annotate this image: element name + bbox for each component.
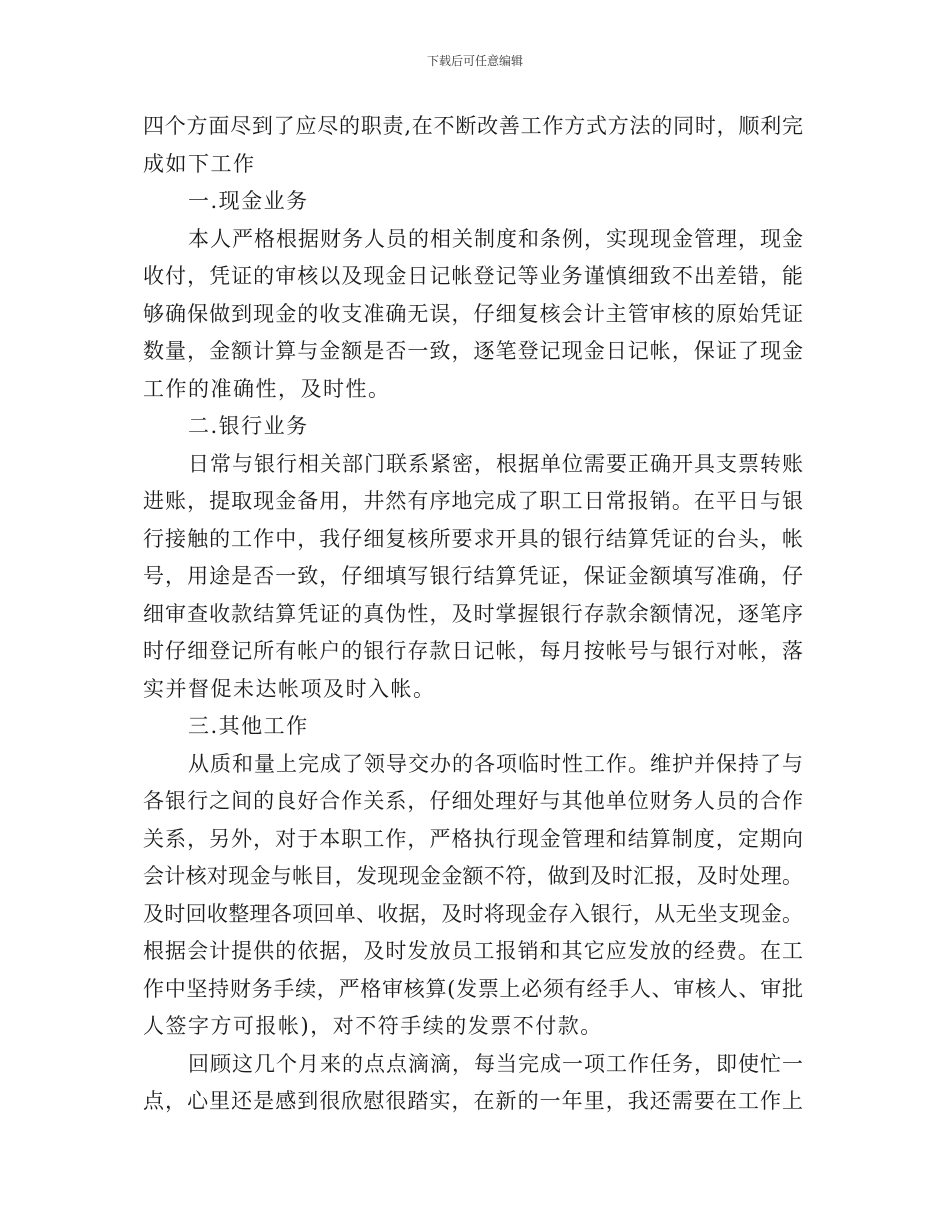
text-line: 数量，金额计算与金额是否一致，逐笔登记现金日记帐，保证了现金: [143, 339, 803, 363]
text-line: 会计核对现金与帐目，发现现金金额不符，做到及时汇报，及时处理。: [143, 864, 803, 888]
text-line: 实并督促未达帐项及时入帐。: [143, 676, 436, 701]
text-line: 关系，另外，对于本职工作，严格执行现金管理和结算制度，定期向: [143, 826, 803, 851]
text-line: 四个方面尽到了应尽的职责,在不断改善工作方式方法的同时，顺利完: [143, 114, 803, 138]
text-line: 时仔细登记所有帐户的银行存款日记帐，每月按帐号与银行对帐，落: [143, 639, 803, 663]
text-line: 行接触的工作中，我仔细复核所要求开具的银行结算凭证的台头，帐: [143, 526, 803, 551]
text-line: 细审查收款结算凭证的真伪性，及时掌握银行存款余额情况，逐笔序: [143, 601, 803, 626]
text-line: 进账，提取现金备用，井然有序地完成了职工日常报销。在平日与银: [143, 489, 803, 513]
text-line: 够确保做到现金的收支准确无误，仔细复核会计主管审核的原始凭证: [143, 301, 803, 326]
text-line: 本人严格根据财务人员的相关制度和条例，实现现金管理，现金: [188, 226, 803, 251]
text-line: 及时回收整理各项回单、收据，及时将现金存入银行，从无坐支现金。: [143, 901, 803, 926]
text-line: 收付，凭证的审核以及现金日记帐登记等业务谨慎细致不出差错，能: [143, 264, 803, 288]
text-line: 成如下工作: [143, 151, 256, 176]
text-line: 日常与银行相关部门联系紧密，根据单位需要正确开具支票转账: [188, 451, 803, 476]
text-line: 回顾这几个月来的点点滴滴，每当完成一项工作任务，即使忙一: [188, 1051, 803, 1076]
text-line: 各银行之间的良好合作关系，仔细处理好与其他单位财务人员的合作: [143, 789, 803, 813]
text-line: 点，心里还是感到很欣慰很踏实，在新的一年里，我还需要在工作上: [143, 1089, 803, 1113]
section-heading: 三.其他工作: [188, 714, 309, 738]
section-heading: 一.现金业务: [188, 189, 309, 213]
text-line: 从质和量上完成了领导交办的各项临时性工作。维护并保持了与: [188, 751, 803, 776]
section-heading: 二.银行业务: [188, 414, 309, 438]
document-body: [143, 108, 803, 1121]
text-line: 人签字方可报帐)，对不符手续的发票不付款。: [143, 1014, 603, 1038]
text-line: 作中坚持财务手续，严格审核算(发票上必须有经手人、审核人、审批: [143, 976, 803, 1001]
text-line: 根据会计提供的依据，及时发放员工报销和其它应发放的经费。在工: [143, 939, 803, 963]
text-line: 工作的准确性，及时性。: [143, 376, 391, 401]
text-line: 号，用途是否一致，仔细填写银行结算凭证，保证金额填写准确，仔: [143, 564, 803, 588]
header-note: 下载后可任意编辑: [426, 54, 523, 68]
